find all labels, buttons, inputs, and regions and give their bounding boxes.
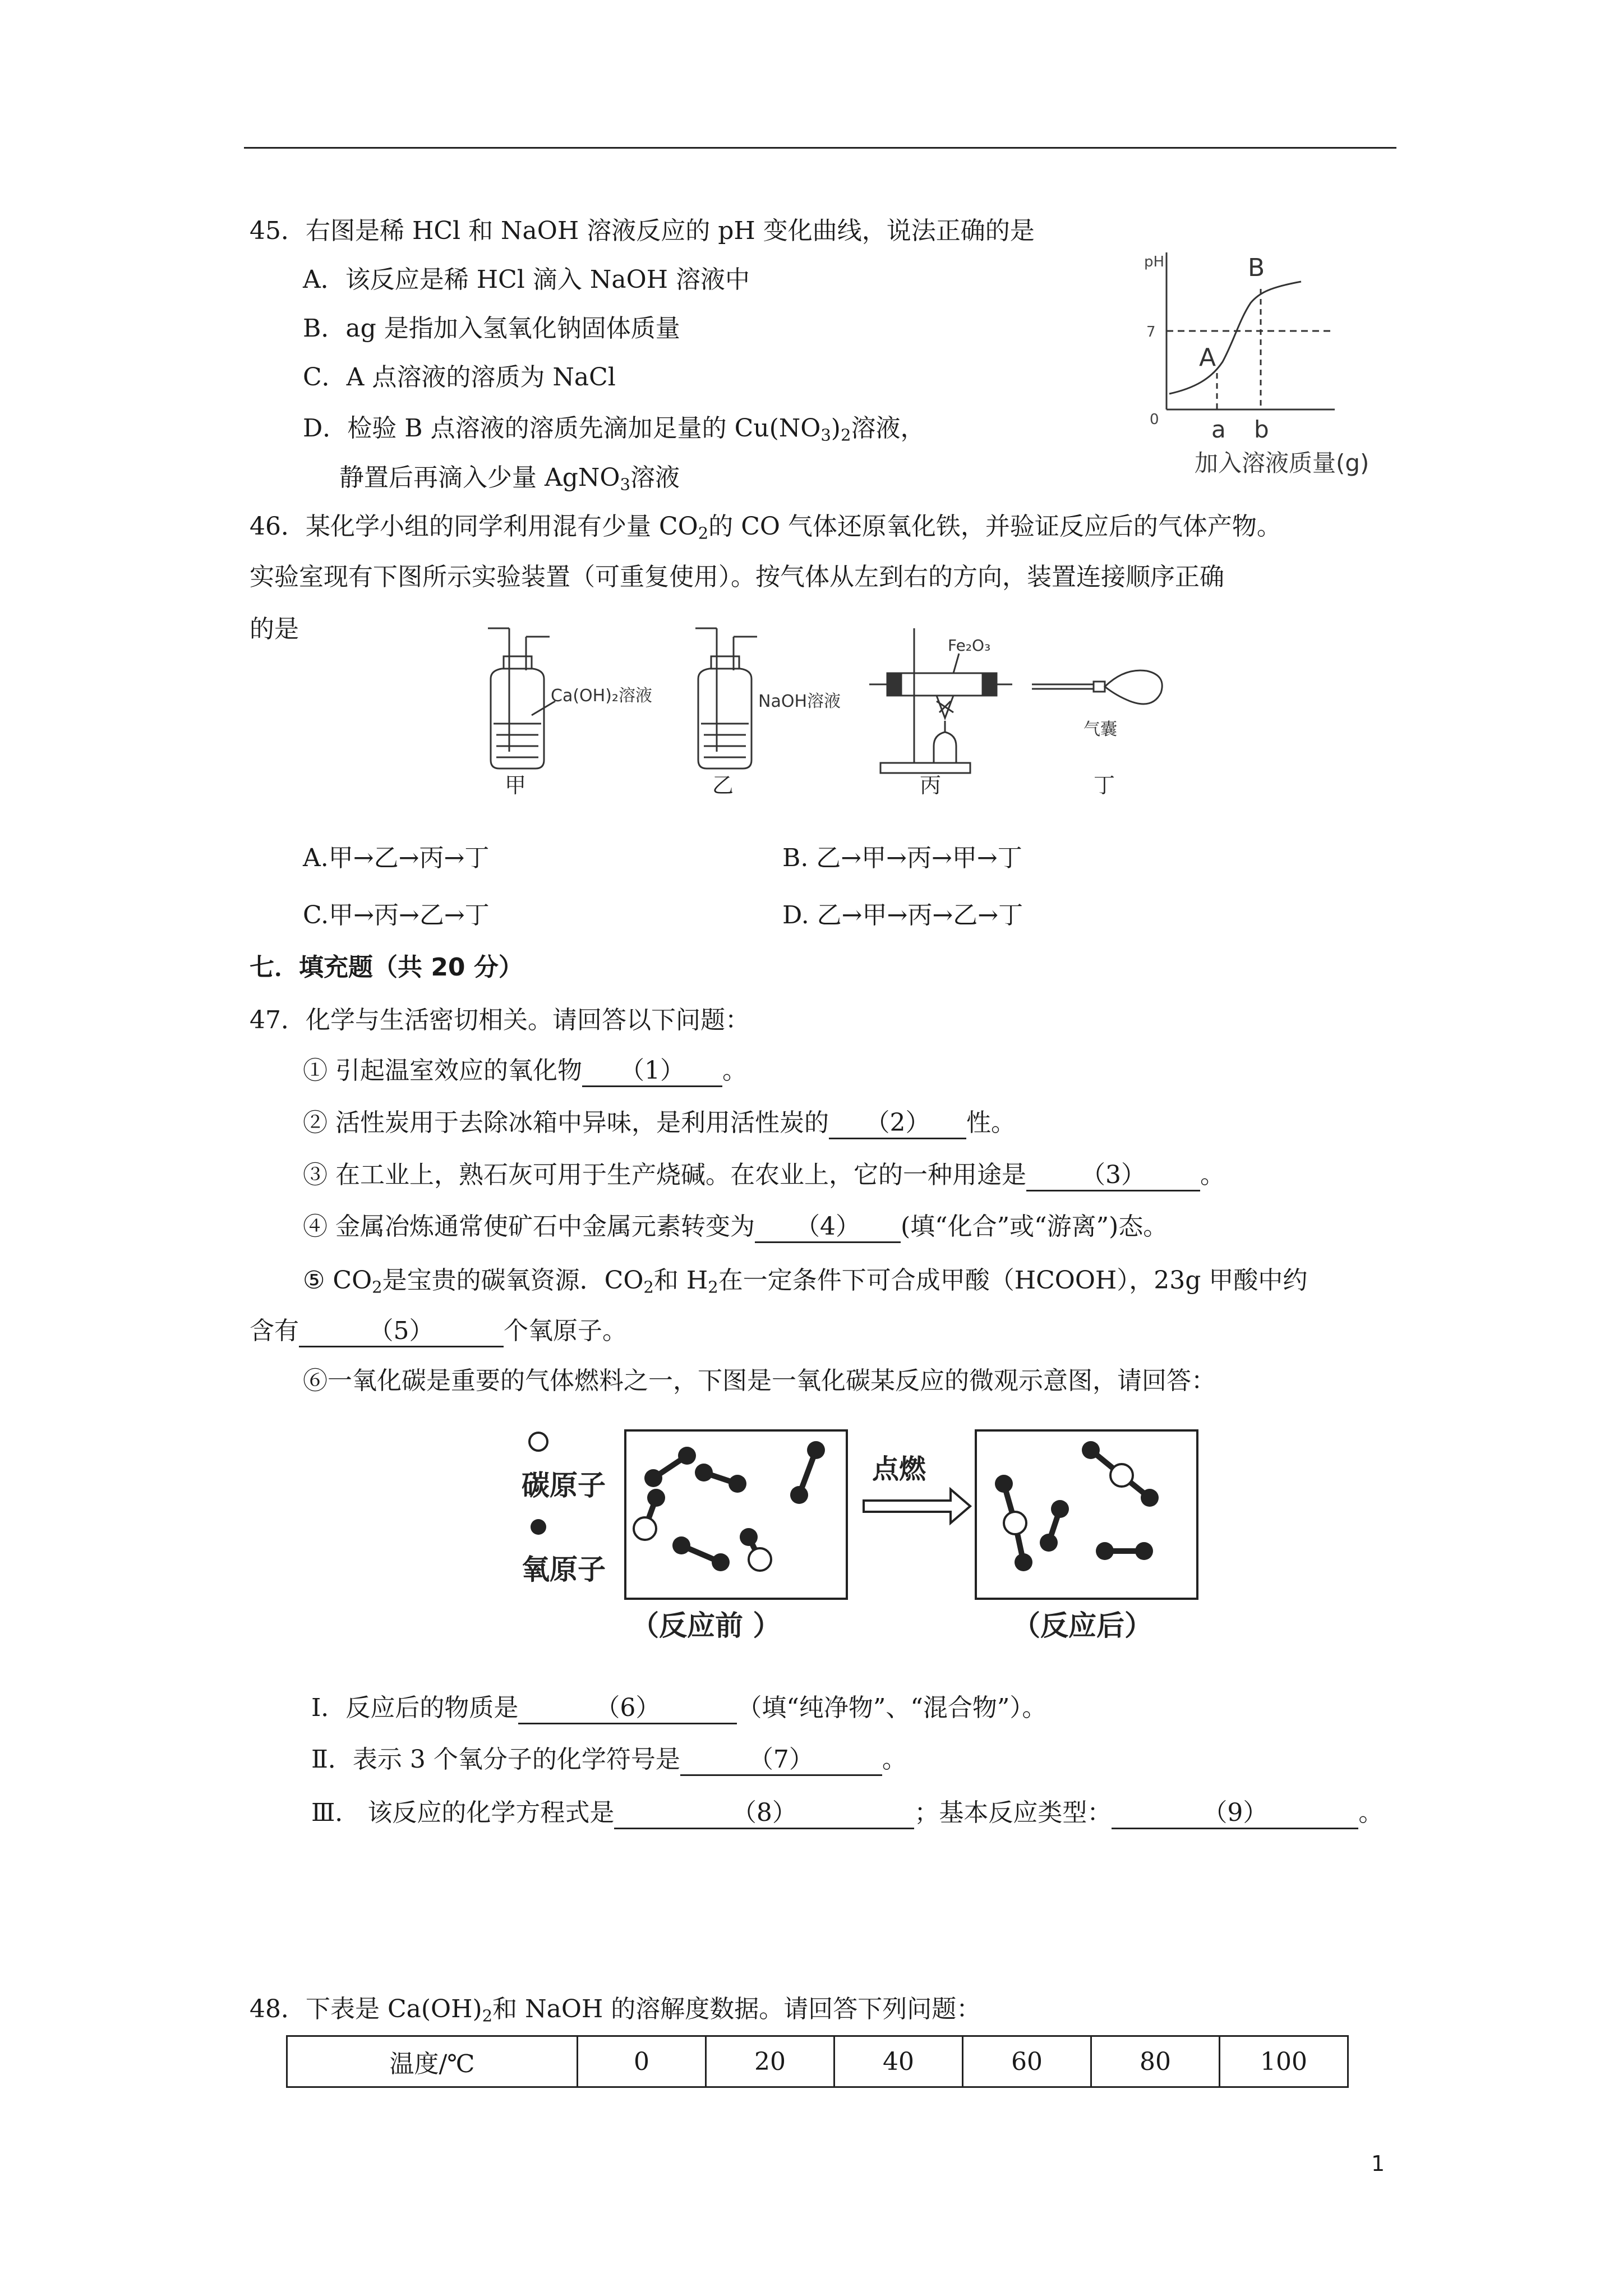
q47-item-2: ② 活性炭用于去除冰箱中异味，是利用活性炭的 （2） 性。 <box>303 1102 1016 1139</box>
apparatus-diagram <box>465 617 1195 802</box>
blank-3[interactable]: （3） <box>1026 1161 1200 1191</box>
blank-4[interactable]: （4） <box>755 1213 901 1243</box>
q47-sub-1: Ⅰ．反应后的物质是 （6） （填“纯净物”、“混合物”）。 <box>311 1687 1046 1724</box>
bing-reagent-label: Fe₂O₃ <box>948 636 991 655</box>
q46-option-b: B. 乙→甲→丙→甲→丁 <box>782 844 1022 872</box>
jia-label: 甲 <box>505 773 527 798</box>
ding-label: 丁 <box>1094 773 1115 798</box>
q45-option-c: C．A 点溶液的溶质为 NaCl <box>303 363 616 392</box>
blank-5[interactable]: （5） <box>299 1317 504 1347</box>
after-label: （反应后） <box>1012 1609 1152 1642</box>
q45-option-d-line2: 静置后再滴入少量 AgNO$_3$溶液 <box>339 463 680 494</box>
q47-item-5: ⑤ $CO_2$是宝贵的碳氧资源．$CO_2$和 $H_2$在一定条件下可合成甲酸（HCOOH），23g 甲酸中约 <box>303 1266 1308 1297</box>
q45-stem: 45．右图是稀 HCl 和 NaOH 溶液反应的 pH 变化曲线，说法正确的是 <box>250 217 1035 245</box>
q46-stem-line3: 的是 <box>250 615 299 643</box>
blank-1[interactable]: （1） <box>582 1057 722 1087</box>
header-rule <box>244 147 1396 149</box>
blank-6[interactable]: （6） <box>518 1694 737 1724</box>
temp-cell: 20 <box>706 2036 834 2087</box>
q47-item-3: ③ 在工业上，熟石灰可用于生产烧碱。在农业上，它的一种用途是 （3） 。 <box>303 1154 1225 1191</box>
apparatus-jia <box>488 628 555 769</box>
q47-sub-3: Ⅲ． 该反应的化学方程式是 （8） ；基本反应类型： （9） 。 <box>311 1792 1383 1829</box>
ding-reagent-label: 气囊 <box>1083 720 1117 739</box>
temp-cell: 40 <box>834 2036 963 2087</box>
yi-reagent-label: NaOH溶液 <box>758 692 841 711</box>
q47-sub-2: Ⅱ．表示 3 个氧分子的化学符号是 （7） 。 <box>311 1739 907 1776</box>
oxygen-label: 氧原子 <box>522 1553 606 1586</box>
q46-option-d: D. 乙→甲→丙→乙→丁 <box>782 901 1023 930</box>
ph-axis-label: pH <box>1144 254 1165 270</box>
temp-cell: 100 <box>1220 2036 1348 2087</box>
q45-option-a: A．该反应是稀 HCl 滴入 NaOH 溶液中 <box>303 265 750 294</box>
q46-stem-line1: 46．某化学小组的同学利用混有少量 $CO_2$的 CO 气体还原氧化铁，并验证反应后的气体产物。 <box>250 512 1281 543</box>
x-axis-label: 加入溶液质量(g) <box>1195 449 1370 477</box>
q46-option-c: C.甲→丙→乙→丁 <box>303 901 490 930</box>
page-number: 1 <box>1371 2151 1385 2176</box>
temp-cell: 60 <box>963 2036 1091 2087</box>
q45-option-b: B．ag 是指加入氢氧化钠固体质量 <box>303 314 680 343</box>
before-atoms <box>634 1441 825 1571</box>
blank-8[interactable]: （8） <box>614 1799 914 1829</box>
q47-stem: 47．化学与生活密切相关。请回答以下问题： <box>250 1006 750 1034</box>
point-b-label: B <box>1248 254 1265 282</box>
blank-2[interactable]: （2） <box>829 1109 966 1139</box>
reaction-micro-diagram <box>505 1425 1234 1660</box>
point-a-label: A <box>1199 343 1216 372</box>
apparatus-bing <box>869 628 1012 773</box>
ph-curve-graph <box>1133 241 1424 488</box>
jia-reagent-label: Ca(OH)₂溶液 <box>551 686 652 706</box>
temp-cell: 80 <box>1091 2036 1220 2087</box>
yi-label: 乙 <box>712 773 734 798</box>
q47-item-6: ⑥一氧化碳是重要的气体燃料之一，下图是一氧化碳某反应的微观示意图，请回答： <box>303 1366 1216 1395</box>
x-tick-a: a <box>1211 416 1226 443</box>
q47-item-4: ④ 金属冶炼通常使矿石中金属元素转变为 （4） (填“化合”或“游离”)态。 <box>303 1206 1168 1243</box>
solubility-table <box>286 2035 1349 2088</box>
section-title: 七．填充题（共 20 分） <box>250 953 523 982</box>
before-molecules <box>645 1450 816 1562</box>
bing-label: 丙 <box>920 773 942 798</box>
table-header-cell: 温度/℃ <box>287 2036 578 2087</box>
blank-7[interactable]: （7） <box>680 1746 882 1776</box>
origin-label: 0 <box>1150 411 1159 428</box>
before-label: （反应前 ） <box>631 1609 781 1642</box>
q48-stem: 48．下表是 $Ca(OH)_2$和 NaOH 的溶解度数据。请回答下列问题： <box>250 1995 981 2026</box>
q46-stem-line2: 实验室现有下图所示实验装置（可重复使用）。按气体从左到右的方向，装置连接顺序正确 <box>250 563 1224 591</box>
q47-item-1: ① 引起温室效应的氧化物 （1） 。 <box>303 1050 747 1087</box>
apparatus-ding <box>1032 670 1162 704</box>
ph-tick-7: 7 <box>1146 324 1156 341</box>
x-tick-b: b <box>1254 416 1269 443</box>
temp-cell: 0 <box>578 2036 706 2087</box>
reaction-arrow <box>864 1489 970 1523</box>
carbon-atom-legend <box>529 1433 547 1451</box>
table-row <box>287 2036 1348 2087</box>
q45-option-d: D．检验 B 点溶液的溶质先滴加足量的 $Cu(NO_3)_2$溶液， <box>303 414 925 445</box>
condition-label: 点燃 <box>872 1453 926 1485</box>
oxygen-atom-legend <box>531 1519 546 1535</box>
blank-9[interactable]: （9） <box>1112 1799 1358 1829</box>
carbon-label: 碳原子 <box>522 1469 606 1502</box>
apparatus-yi <box>695 628 757 769</box>
q47-item-5-line2: 含有 （5） 个氧原子。 <box>250 1310 627 1347</box>
q46-option-a: A.甲→乙→丙→丁 <box>303 844 490 872</box>
